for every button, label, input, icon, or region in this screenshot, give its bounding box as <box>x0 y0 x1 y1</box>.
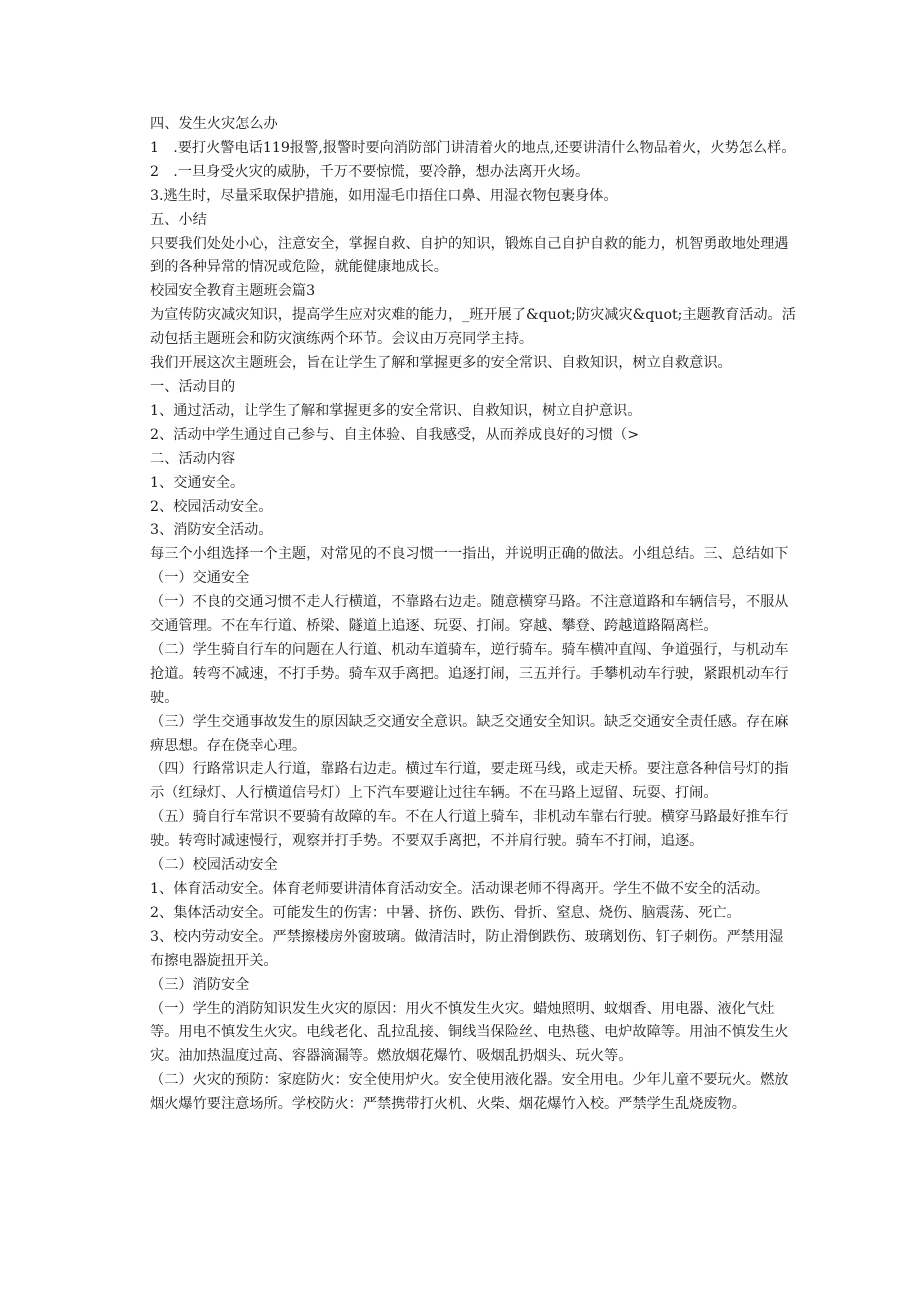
paragraph: 每三个小组选择一个主题，对常见的不良习惯一一指出，并说明正确的做法。小组总结。三、总结如下 <box>150 546 789 563</box>
subheading-fire-safety: （三）消防安全 <box>150 976 250 993</box>
list-item: 1、通过活动，让学生了解和掌握更多的安全常识、自救知识，树立自护意识。 <box>150 402 642 419</box>
list-item: 3.逃生时，尽量采取保护措施，如用湿毛巾捂住口鼻、用湿衣物包裹身体。 <box>150 187 618 204</box>
paragraph: （一）不良的交通习惯不走人行横道，不靠路右边走。随意横穿马路。不注意道路和车辆信号，不服从交通管理。不在车行道、桥梁、隧道上追逐、玩耍、打闹。穿越、攀登、跨越道路隔离栏。 <box>150 594 789 635</box>
heading-purpose: 一、活动目的 <box>150 378 236 395</box>
heading-fire: 四、发生火灾怎么办 <box>150 116 278 132</box>
paragraph: （二）火灾的预防：家庭防火：安全使用炉火。安全使用液化器。安全用电。少年儿童不要玩火。燃放烟火爆竹要注意场所。学校防火：严禁携带打火机、火柴、烟花爆竹入校。严禁学生乱烧废物。 <box>150 1072 789 1113</box>
subheading-campus: （二）校园活动安全 <box>150 857 278 874</box>
list-item: 3、校内劳动安全。严禁擦楼房外窗玻璃。做清洁时，防止滑倒跌伤、玻璃划伤、钉子刺伤。严禁用湿布擦电器旋扭开关。 <box>150 928 784 969</box>
list-item: 2、集体活动安全。可能发生的伤害：中暑、挤伤、跌伤、骨折、窒息、烧伤、脑震荡、死亡。 <box>150 904 741 921</box>
list-item: 3、消防安全活动。 <box>150 522 273 539</box>
heading-content: 二、活动内容 <box>150 450 236 467</box>
list-item: 1、交通安全。 <box>150 474 245 491</box>
paragraph: （四）行路常识走人行道，靠路右边走。横过车行道，要走斑马线，或走天桥。要注意各种信号灯的指示（红绿灯、人行横道信号灯）上下汽车要避让过往车辆。不在马路上逗留、玩耍、打闹。 <box>150 761 789 802</box>
paragraph: 我们开展这次主题班会，旨在让学生了解和掌握更多的安全常识、自救知识，树立自救意识。 <box>150 355 732 372</box>
paragraph: （一）学生的消防知识发生火灾的原因：用火不慎发生火灾。蜡烛照明、蚊烟香、用电器、液化气灶等。用电不慎发生火灾。电线老化、乱拉乱接、铜线当保险丝、电热毯、电炉故障等。用油不慎发生火灾。油加热温度过高、容器滴漏等。燃放烟花爆竹、吸烟乱扔烟头、玩火等。 <box>150 1000 789 1065</box>
list-item: 1、体育活动安全。体育老师要讲清体育活动安全。活动课老师不得离开。学生不做不安全的活动。 <box>150 881 770 897</box>
list-item: 2 .一旦身受火灾的威胁，千万不要惊慌，要冷静，想办法离开火场。 <box>150 163 590 180</box>
subheading-traffic: （一）交通安全 <box>150 570 250 587</box>
paragraph: 只要我们处处小心，注意安全，掌握自救、自护的知识，锻炼自己自护自救的能力，机智勇敢地处理遇到的各种异常的情况或危险，就能健康地成长。 <box>150 235 789 276</box>
list-item: 2、活动中学生通过自己参与、自主体验、自我感受，从而养成良好的习惯（> <box>150 426 640 443</box>
document-body <box>150 113 796 1117</box>
list-item: 1 .要打火警电话119报警,报警时要向消防部门讲清着火的地点,还要讲清什么物品着火，火势怎么样。 <box>150 139 796 156</box>
paragraph: 为宣传防灾减灾知识，提高学生应对灾难的能力，_班开展了&quot;防灾减灾&quot;主题教育活动。活动包括主题班会和防灾演练两个环节。会议由万亮同学主持。 <box>150 307 796 348</box>
paragraph: （五）骑自行车常识不要骑有故障的车。不在人行道上骑车，非机动车靠右行驶。横穿马路最好推车行驶。转弯时减速慢行，观察并打手势。不要双手离把，不并肩行驶。骑车不打闹，追逐。 <box>150 809 789 850</box>
paragraph: （二）学生骑自行车的问题在人行道、机动车道骑车，逆行骑车。骑车横冲直闯、争道强行，与机动车抢道。转弯不减速，不打手势。骑车双手离把。追逐打闹，三五并行。手攀机动车行驶，紧跟机动车行驶。 <box>150 641 789 706</box>
paragraph: （三）学生交通事故发生的原因缺乏交通安全意识。缺乏交通安全知识。缺乏交通安全责任感。存在麻痹思想。存在侥幸心理。 <box>150 713 789 754</box>
heading-summary: 五、小结 <box>150 211 207 228</box>
list-item: 2、校园活动安全。 <box>150 498 273 515</box>
section-title: 校园安全教育主题班会篇3 <box>150 283 316 300</box>
